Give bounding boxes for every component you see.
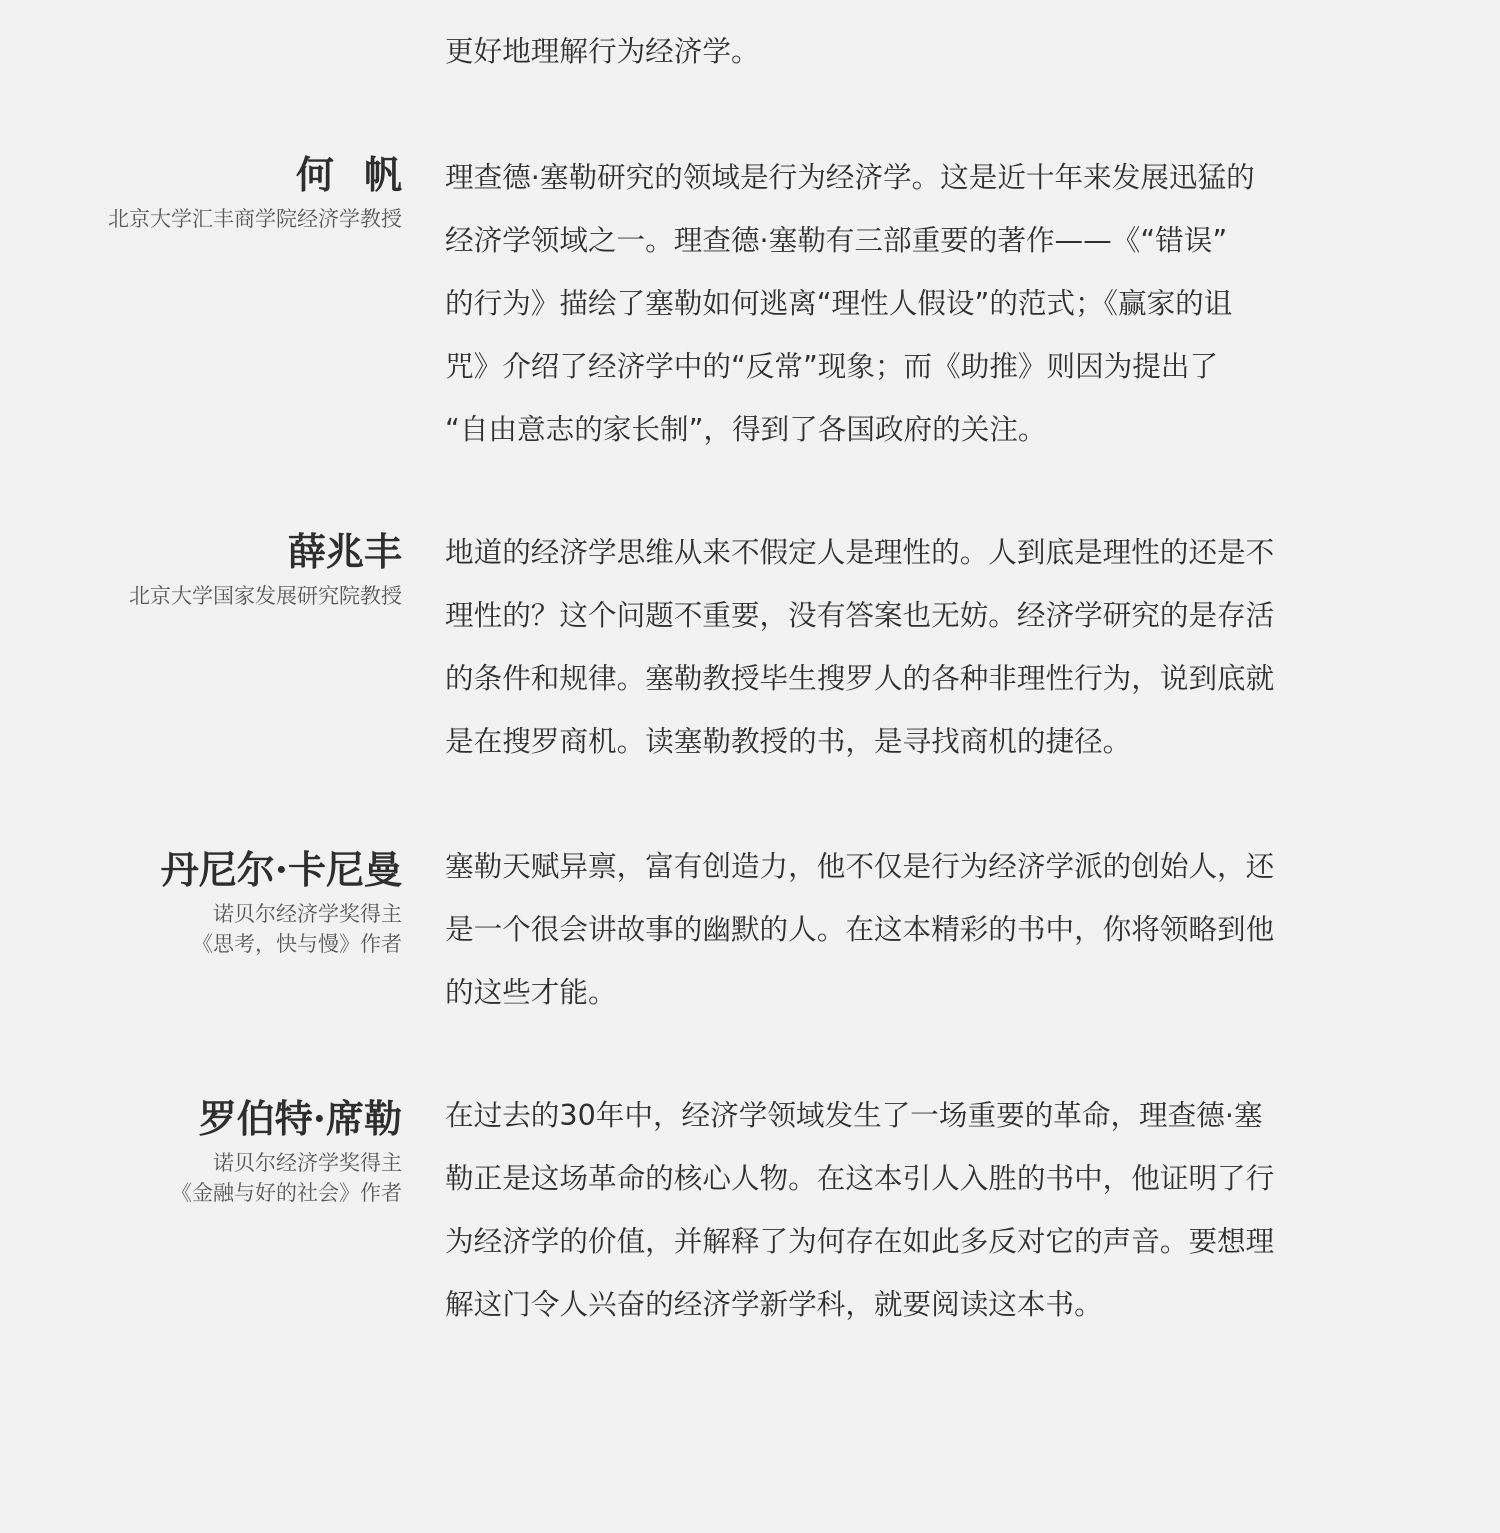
quote-line: 是在搜罗商机。读塞勒教授的书，是寻找商机的捷径。: [445, 724, 1132, 758]
quote-line: 解这门令人兴奋的经济学新学科，就要阅读这本书。: [445, 1287, 1103, 1321]
quote-line: 咒》介绍了经济学中的“反常”现象；而《助推》则因为提出了: [445, 349, 1219, 383]
endorser-info: [40, 152, 432, 234]
endorser-title: 诺贝尔经济学奖得主: [213, 1151, 402, 1175]
endorser-titles: [40, 204, 402, 234]
quote-line: 为经济学的价值，并解释了为何存在如此多反对它的声音。要想理: [445, 1224, 1275, 1258]
endorser-info: [40, 847, 402, 959]
endorser-title: 北京大学国家发展研究院教授: [129, 584, 402, 608]
endorser-title: 《金融与好的社会》作者: [171, 1181, 402, 1205]
endorser-title: 诺贝尔经济学奖得主: [213, 902, 402, 926]
quote-line: 的行为》描绘了塞勒如何逃离“理性人假设”的范式；《赢家的诅: [445, 286, 1233, 320]
endorser-titles: [40, 581, 402, 611]
endorser-titles: [40, 1148, 402, 1208]
endorser-name: 丹尼尔·卡尼曼: [160, 847, 402, 892]
endorsement-quote: [445, 146, 1411, 461]
quote-line: 勒正是这场革命的核心人物。在这本引人入胜的书中，他证明了行: [445, 1161, 1275, 1195]
quote-line: 理性的？这个问题不重要，没有答案也无妨。经济学研究的是存活: [445, 598, 1275, 632]
endorsement-quote: [445, 1084, 1411, 1336]
endorsement-quote: [445, 521, 1411, 773]
endorsement-quote: [445, 835, 1411, 1024]
quote-line: 理查德·塞勒研究的领域是行为经济学。这是近十年来发展迅猛的: [445, 160, 1255, 194]
endorser-title: 北京大学汇丰商学院经济学教授: [108, 207, 402, 231]
quote-line: “自由意志的家长制”，得到了各国政府的关注。: [445, 412, 1047, 446]
endorser-name: 罗伯特·席勒: [198, 1096, 402, 1141]
quote-line: 的条件和规律。塞勒教授毕生搜罗人的各种非理性行为，说到底就: [445, 661, 1275, 695]
quote-line: 的这些才能。: [445, 975, 617, 1009]
quote-line: 更好地理解行为经济学。: [445, 34, 760, 68]
endorser-name: 薛兆丰: [287, 529, 402, 574]
endorser-title: 《思考，快与慢》作者: [192, 932, 402, 956]
quote-line: 在过去的30年中，经济学领域发生了一场重要的革命，理查德·塞: [445, 1098, 1263, 1132]
endorser-name: 何帆: [295, 152, 432, 197]
quote-line: 是一个很会讲故事的幽默的人。在这本精彩的书中，你将领略到他: [445, 912, 1275, 946]
quote-line: 经济学领域之一。理查德·塞勒有三部重要的著作——《“错误”: [445, 223, 1228, 257]
quote-line: 地道的经济学思维从来不假定人是理性的。人到底是理性的还是不: [445, 535, 1275, 569]
endorser-info: [40, 529, 402, 611]
endorser-info: [40, 1096, 402, 1208]
endorsement-quote: [445, 20, 1411, 83]
quote-line: 塞勒天赋异禀，富有创造力，他不仅是行为经济学派的创始人，还: [445, 849, 1275, 883]
endorser-titles: [40, 899, 402, 959]
